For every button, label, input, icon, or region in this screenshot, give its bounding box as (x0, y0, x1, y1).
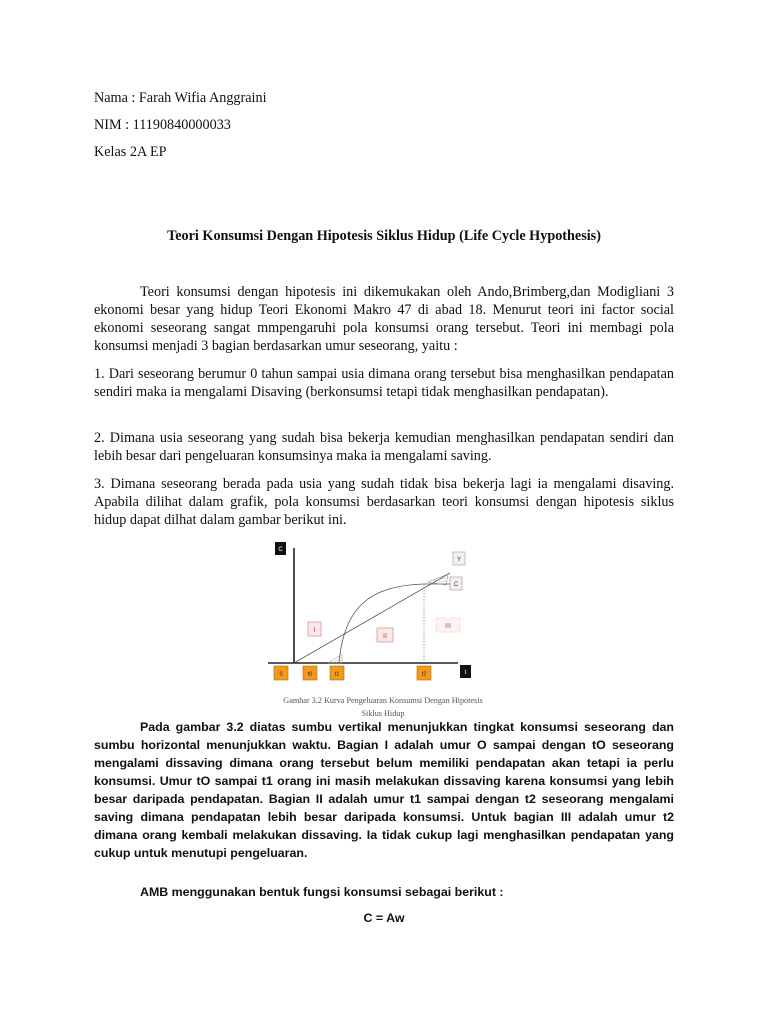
point-2: 2. Dimana usia seseorang yang sudah bisa bekerja kemudian menghasilkan pendapatan sendiri dan lebih besar dari pengeluaran konsumsinya maka ia mengalami saving. (94, 430, 674, 464)
income-line (294, 573, 450, 663)
figure-explanation: Pada gambar 3.2 diatas sumbu vertikal menunjukkan tingkat konsumsi seseorang dan sumbu horizontal menunjukkan waktu. Bagian I adalah umur O sampai dengan tO seseorang mengalami dissaving dimana orang tersebut belum memiliki pendapatan akan tetapi ia perlu konsumsi. Umur tO sampai t1 orang ini masih melakukan dissaving karena konsumsi yang lebih besar daripada pendapatan. Bagian II adalah umur t1 sampai dengan t2 seseorang mengalami saving dimana pendapatan lebih besar daripada konsumsi. Untuk bagian III adalah umur t2 dimana orang kembali melakukan dissaving. Ia tidak cukup lagi menghasilkan pendapatan yang cukup untuk menutupi pengeluaran. (94, 720, 674, 860)
life-cycle-figure (258, 534, 508, 724)
consumption-formula: C = Aw (363, 911, 405, 925)
region-2-label: II (383, 633, 387, 640)
tick-t2-label: t2 (421, 671, 427, 678)
region-1-label: I (313, 627, 316, 634)
point-3: 3. Dimana seseorang berada pada usia yang sudah tidak bisa bekerja lagi ia mengalami disaving. Apabila dilihat dalam grafik, pola konsumsi berdasarkan teori konsumsi dengan hipotesis siklus hidup dapat dilhat dalam gambar berikut ini. (94, 476, 674, 528)
student-name: Nama : Farah Wifia Anggraini (94, 90, 267, 106)
c-axis-label: C (278, 547, 283, 553)
hatch-triangle-left (328, 654, 342, 663)
tick-origin-label: 0 (279, 671, 283, 678)
point-1: 1. Dari seseorang berumur 0 tahun sampai usia dimana orang tersebut bisa menghasilkan pendapatan sendiri maka ia mengalami Disaving (berkonsumsi tetapi tidak menghasilkan pendapatan). (94, 366, 674, 400)
intro-paragraph: Teori konsumsi dengan hipotesis ini dikemukakan oleh Ando,Brimberg,dan Modigliani 3 ekonomi besar yang hidup Teori Ekonomi Makro 47 di abad 18. Menurut teori ini factor social ekonomi seseorang sangat mmpengaruhi pola konsumsi orang tersebut. Teori ini membagi pola konsumsi menjadi 3 bagian berdasarkan umur seseorang, yaitu : (94, 284, 674, 354)
figure-caption-line-1: Gambar 3.2 Kurva Pengeluaran Konsumsi Dengan Hipotesis (283, 696, 483, 705)
figure-caption-line-2: Siklus Hidup (361, 709, 405, 718)
student-nim: NIM : 11190840000033 (94, 117, 231, 133)
y-curve-label: Y (456, 557, 462, 563)
tick-t1-label: t1 (334, 671, 340, 678)
document-title: Teori Konsumsi Dengan Hipotesis Siklus Hidup (Life Cycle Hypothesis) (167, 228, 601, 244)
region-3-label: III (445, 623, 451, 630)
t-axis-label: t (464, 670, 467, 676)
tick-t0-label: t0 (307, 671, 313, 678)
student-class: Kelas 2A EP (94, 144, 167, 160)
consumption-curve (339, 584, 450, 663)
c-curve-label: C (453, 582, 459, 588)
amb-statement: AMB menggunakan bentuk fungsi konsumsi sebagai berikut : (140, 885, 504, 899)
